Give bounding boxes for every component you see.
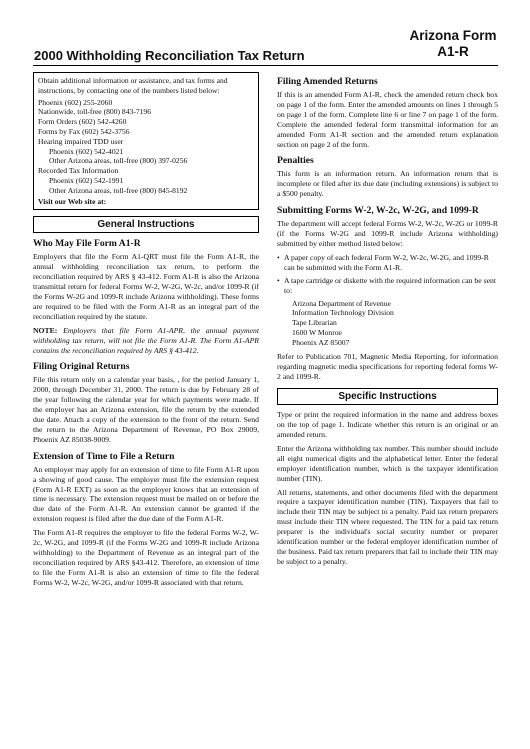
- filing-original-text: File this return only on a calendar year basis, , for the period January 1, 2000, through December 31, 2000. The return is due by February 28 of the year following the calendar year for which payments were made. If the employer has an Arizona extension, file the return by the extended due date. Attach a copy of the extension to the front of the return. Send the return to the Arizona Department of Revenue, PO Box 29009, Phoenix AZ 85038-9009.: [33, 375, 259, 444]
- contact-line: Nationwide, toll-free (800) 843-7196: [38, 107, 152, 117]
- contact-line: Phoenix (602) 542-4021: [49, 146, 124, 156]
- general-instructions-heading: General Instructions: [33, 216, 259, 233]
- page-title: 2000 Withholding Reconciliation Tax Return: [34, 48, 305, 63]
- contact-intro: Obtain additional information or assistance, and tax forms and instructions, by contacting one of the numbers listed below:: [38, 76, 228, 95]
- form-number: [408, 28, 498, 60]
- extension-text-2: The Form A1-R requires the employer to file the federal Forms W-2, W-2c, W-2G, and 1099-R (if the Forms W-2G and 1099-R include Arizona withholding) to the Department of Revenue as an integral part of the reconciliation required by ARS §43-412. Therefore, an extension of time to file the Form A1-R is also an extension of time to file the federal Forms W-2, W-2c, W-2G, and/or 1099-R associated with that return.: [33, 528, 259, 587]
- note-label: NOTE:: [33, 325, 58, 335]
- document-page: [33, 28, 498, 728]
- contact-line: Hearing impaired TDD user: [38, 136, 124, 146]
- extension-text-1: An employer may apply for an extension of time to file Form A1-R upon a showing of good cause. The employer must file the extension request (Form A1-R EXT) as soon as the employer knows that an extension of time is necessary. The extension request must be mailed on or before the due date of the Form A1-R. An extension cannot be granted if the extension request is filed after the due date of the Form A1-R.: [33, 464, 259, 524]
- submitting-forms-text: The department will accept federal Forms W-2, W-2c, W-2G or 1099-R (if the Forms W-2G and 1099-R include Arizona withholding) submitted by either method listed below:: [277, 219, 498, 248]
- filing-original-heading: Filing Original Returns: [33, 361, 130, 373]
- specific-text-3: All returns, statements, and other documents filed with the department require a taxpayer identification number (TIN). Taxpayers that fail to include their TIN may be subject to a penalty. Paid tax return preparers must include their TIN where requested. The TIN for a paid tax return preparer is the individual's social security number or preparer identification number or the federal employer identification number of the business. Paid tax return preparers that fail to include their TIN may be subject to a penalty.: [277, 487, 498, 566]
- address-line: Information Technology Division: [292, 308, 394, 318]
- address-line: 1600 W Monroe: [292, 327, 342, 337]
- bullet-tape-cartridge: [277, 276, 498, 296]
- specific-instructions-heading: Specific Instructions: [277, 388, 498, 405]
- who-may-file-text: Employers that file the Form A1-QRT must file the Form A1-R, the annual withholding reconciliation tax return, to perform the reconciliation required by ARS § 43-412. Form A1-R is also the Arizona transmittal return for federal Forms W-2, W-2G, W-2c, and/or 1099-R (if the Forms W-2G and 1099-R include Arizona withholding). These forms are required to be filed with the Form A1-R as an integral part of the reconciliation required by the statute.: [33, 252, 259, 321]
- refer-publication-text: Refer to Publication 701, Magnetic Media Reporting, for information regarding magnetic media specifications for reporting federal forms W-2 and 1099-R.: [277, 352, 498, 382]
- address-line: Phoenix AZ 85007: [292, 337, 350, 347]
- header: [33, 28, 498, 66]
- contact-line: Recorded Tax Information: [38, 166, 119, 176]
- form-number-line2: A1-R: [437, 44, 469, 59]
- submitting-forms-heading: Submitting Forms W-2, W-2c, W-2G, and 1099-R: [277, 205, 479, 217]
- website-label: Visit our Web site at:: [38, 196, 107, 206]
- mailing-address: [277, 299, 498, 348]
- right-column: [277, 76, 498, 571]
- extension-heading: Extension of Time to File a Return: [33, 450, 175, 462]
- contact-box: [33, 72, 259, 210]
- specific-text-2: Enter the Arizona withholding tax number. This number should include all eight numerical digits and the alphabetical letter. Enter the federal employer identification number, which is the taxpayer identification number (TIN).: [277, 443, 498, 483]
- bullet-icon: •: [277, 275, 280, 285]
- contact-line: Other Arizona areas, toll-free (800) 397-0256: [49, 156, 188, 166]
- contact-line: Form Orders (602) 542-4260: [38, 117, 127, 127]
- amended-returns-text: If this is an amended Form A1-R, check the amended return check box on page 1 of the form. Enter the amended amounts on lines 1 through 5 on page 1 of the form. Complete line 6 or line 7 on page 1 of the form. Complete the amended federal form transmittal information for an amended Form A1-R section and the amended return explanation section on page 2 of the form.: [277, 90, 498, 149]
- who-may-file-heading: Who May File Form A1-R: [33, 238, 141, 250]
- contact-line: Phoenix (602) 255-2060: [38, 97, 113, 107]
- bullet-text: A paper copy of each federal Form W-2, W-2c, W-2G, and 1099-R can be submitted with the Form A1-R.: [284, 252, 489, 272]
- bullet-icon: •: [277, 252, 280, 262]
- left-column: [33, 72, 259, 592]
- penalties-text: This form is an information return. An information return that is incomplete or filed after its due date (including extensions) is subject to a $500 penalty.: [277, 169, 498, 199]
- bullet-text: A tape cartridge or diskette with the required information can be sent to:: [284, 275, 496, 295]
- note-text: Employers that file Form A1-APR, the annual payment withholding tax return, will not file the Form A1-R. The Form A1-APR contains the reconciliation required by ARS § 43-412.: [33, 325, 259, 355]
- penalties-heading: Penalties: [277, 155, 314, 167]
- amended-returns-heading: Filing Amended Returns: [277, 76, 378, 87]
- note-paragraph: [33, 326, 259, 356]
- bullet-paper-copy: [277, 253, 498, 273]
- address-line: Arizona Department of Revenue: [292, 298, 391, 308]
- address-line: Tape Librarian: [292, 318, 337, 328]
- specific-text-1: Type or print the required information in the name and address boxes on the top of page 1. Indicate whether this return is an original or an amended return.: [277, 410, 498, 440]
- contact-line: Other Arizona areas, toll-free (800) 845-8192: [49, 185, 188, 195]
- form-number-line1: Arizona Form: [409, 28, 497, 43]
- header-rule: [33, 65, 498, 66]
- contact-line: Phoenix (602) 542-1991: [49, 175, 124, 185]
- contact-line: Forms by Fax (602) 542-3756: [38, 126, 130, 136]
